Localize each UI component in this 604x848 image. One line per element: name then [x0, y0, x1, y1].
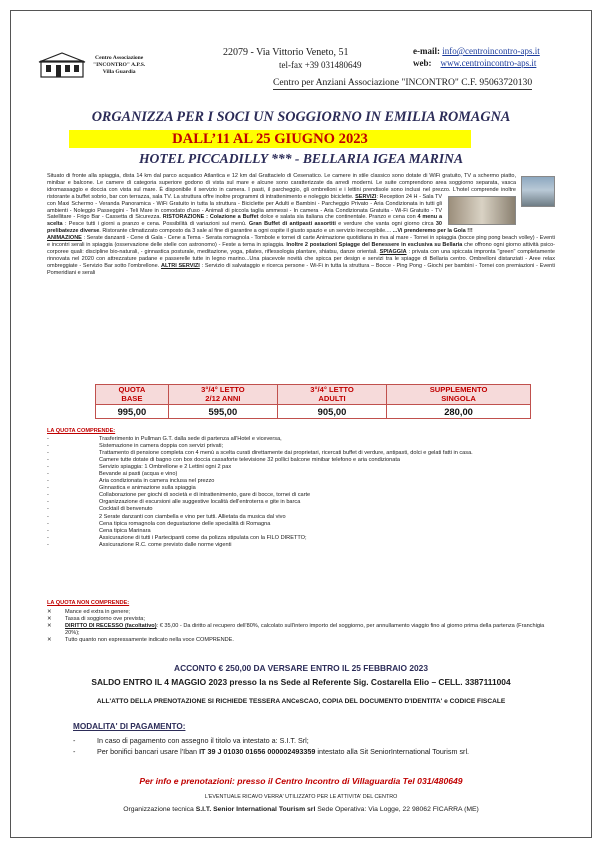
ristorazione-text-c: e verdure che vanta ogni giorno circa [335, 221, 436, 228]
list-item [47, 478, 557, 485]
header-line: SINGOLA [441, 393, 476, 403]
ristorazione-bold: Colazione a Buffet [209, 214, 259, 221]
prelibatezze-bold: 30 prelibatezze diverse [47, 221, 442, 235]
web-link[interactable]: www.centroincontro-aps.it [440, 58, 537, 68]
item-text: Cena tipica romagnola con degustazione delle specialità di Romagna [99, 520, 271, 527]
bullet: - [47, 443, 49, 450]
bullet: - [47, 450, 49, 457]
bullet: - [47, 478, 49, 485]
cross-icon: ✕ [47, 637, 52, 644]
bullet: - [47, 534, 49, 541]
contacts-block [413, 45, 540, 69]
item-text: Servizio spiaggia: 1 Ombrellone e 2 Lettini ogni 2 pax [99, 464, 232, 471]
list-item [47, 457, 557, 464]
header-line: SUPPLEMENTO [429, 385, 488, 395]
cross-icon: ✕ [47, 623, 52, 630]
list-item [47, 492, 557, 499]
web-label: web: [413, 58, 432, 68]
list-item [47, 436, 557, 443]
assoc-line-2: "INCONTRO" A.P.S. [93, 62, 146, 68]
footer-org-address: Sede Operativa: Via Logge, 22 98062 FICARRA (ME) [315, 806, 479, 813]
header-letto-adulti [277, 385, 386, 405]
item-text: Trattamento di pensione completa con 4 menù a scelta curati direttamente dai proprietari, ricercati buffet di verdure, antipasti, dolci e gelati fatti in casa. [99, 450, 473, 457]
bullet: - [47, 436, 49, 442]
item-text: 2 Serate danzanti con ciambella e vino per tutti. Allietata da musica dal vivo [99, 513, 286, 520]
spiaggia-label: SPIAGGIA [379, 248, 407, 255]
header-line: 3°/4° LETTO [201, 385, 245, 395]
non-comprende-title: LA QUOTA NON COMPRENDE: [47, 600, 130, 606]
altri-servizi-label: ALTRI SERVIZI [160, 262, 200, 269]
item-text: Camere tutte dotate di bagno con box doccia cassaforte televisione 32 pollici balcone minibar telefono e aria condizionata [99, 457, 401, 464]
cross-icon: ✕ [47, 609, 52, 615]
item-text: Sistemazione in camera doppia con servizi privati; [99, 443, 224, 450]
item-text: Assicurazione di tutti i Partecipanti come da polizza stipulata con la FILO DIRETTO; [99, 534, 307, 541]
footer-ricavo: L'EVENTUALE RICAVO VERRA' UTILIZZATO PER LE ATTIVITA' DEL CENTRO [204, 794, 398, 800]
comprende-list [47, 436, 557, 549]
hotel-title: HOTEL PICCADILLY *** - BELLARIA IGEA MARINA [138, 151, 464, 166]
bullet: - [47, 499, 49, 506]
item-text: Tassa di soggiorno ove prevista; [65, 616, 145, 623]
ristorazione-text-b: : Pesce tutti i giorni a pranzo e cena. Possibilità di variazioni sul menù. [62, 221, 249, 228]
pagamento-assegno: In caso di pagamento con assegno il titolo va intestato a: S.I.T. Srl; [97, 736, 309, 745]
list-item [47, 506, 557, 513]
cross-icon: ✕ [47, 616, 52, 623]
footer-org-name: S.I.T. Senior International Tourism srl [195, 806, 316, 813]
saldo-line: SALDO ENTRO IL 4 MAGGIO 2023 presso la ns Sede al Referente Sig. Costarella Elio – CELL. 3387111004 [91, 677, 511, 687]
list-item [47, 609, 557, 616]
footer-org-label: Organizzazione tecnica [123, 806, 196, 813]
list-item: - In caso di pagamento con assegno il titolo va intestato a: S.I.T. Srl; [73, 736, 309, 745]
price-quota-base: 995,00 [96, 405, 169, 419]
list-item [47, 637, 557, 644]
item-text: Cocktail di benvenuto [99, 506, 153, 513]
list-item [47, 471, 557, 478]
email-label: e-mail: [413, 46, 440, 56]
header-line: BASE [121, 393, 143, 403]
hotel-description [47, 173, 555, 277]
bullet: - [47, 485, 49, 492]
street-address: 22079 - Via Vittorio Veneto, 51 [223, 47, 349, 58]
item-text: Organizzazione di escursioni alle suggestive località dell'entroterra e gite in barca [99, 499, 301, 506]
list-item [47, 443, 557, 450]
bullet: - [47, 520, 49, 527]
menu-bold: 4 menu a scelta [47, 214, 443, 228]
servizi-label: SERVIZI [355, 193, 377, 200]
item-text: Collaborazione per giochi di società e di intrattenimento, gare di bocce, tornei di carte [99, 492, 311, 499]
main-title: ORGANIZZA PER I SOCI UN SOGGIORNO IN EMILIA ROMAGNA [91, 109, 511, 125]
acconto-line: ACCONTO € 250,00 DA VERSARE ENTRO IL 25 FEBBRAIO 2023 [174, 663, 428, 673]
item-text: Tutto quanto non espressamente indicato nella voce COMPRENDE. [65, 637, 234, 644]
servizi-text: : Reception 24 H - Sala TV con Maxi Schermo - Veranda Panoramica - WiFi Gratuito in tutta la struttura - Biciclette per Adulti e Bambini - Parcheggio Privato - Aria Condizionata in tutti gli ambienti - Noleggio Passeggini - Teli Mare in comodato d'uso - Animali di piccola taglia ammessi - In camera - Aria Condizionata Gratuita - Wi-Fi Gratuito - TV Satellitare - Frigo Bar - Cassetta di Sicurezza. [47, 193, 443, 221]
comprende-title: LA QUOTA COMPRENDE: [47, 428, 116, 434]
item-text: Aria condizionata in camera inclusa nel prezzo [99, 478, 215, 485]
price-value-row [96, 405, 531, 419]
spiaggia-text: : privata con una spiccata impronta "green" completamente rinnovata nel 2020 con attrezzature padane e passerelle tutte in legno marino...Una piacevole novità che spicca per design e servizi tra le spiagge di Bellaria centro. Ombrelloni distanziati - Aree relax ombreggiate - Servizio Bar sotto l'ombrellone. [47, 248, 555, 269]
item-text: Trasferimento in Pullman G.T. dalla sede di partenza all'Hotel e viceversa, [99, 436, 282, 442]
email-link[interactable]: info@centroincontro-aps.it [442, 46, 540, 56]
bullet: - [47, 541, 49, 548]
association-building-logo [37, 51, 87, 79]
hotel-photo-1 [521, 176, 555, 207]
price-header-row [96, 385, 531, 405]
bullet: - [47, 471, 49, 478]
list-item [47, 535, 557, 542]
bullet: - [47, 527, 49, 534]
list-item [47, 528, 557, 535]
bullet: - [47, 506, 49, 513]
animazione-text: : Serate danzanti - Cene di Gala - Cene a Tema - Serata romagnola - Tombole e tornei di carte Animazione quotidiana in riva al mare - Tornei in spiaggia (bocce ping pong beach volley) - Eventi e incontri serali in spiaggia (osservazione delle stelle con astronomo) - Feste a tema in spiaggia. [47, 235, 555, 249]
pagamento-title: MODALITA' DI PAGAMENTO: [73, 722, 186, 731]
header-line: 2/12 ANNI [205, 393, 241, 403]
header-supplemento [387, 385, 531, 405]
header-letto-bambini [168, 385, 277, 405]
list-item [47, 616, 557, 623]
benessere-bold: Inoltre 2 postazioni Spiagge del Benessere in esclusiva su Bellaria [286, 242, 463, 249]
center-fiscal-line: Centro per Anziani Associazione "INCONTRO" C.F. 95063720130 [273, 77, 533, 88]
bullet: - [47, 464, 49, 471]
assoc-line-1: Centro Associazione [95, 55, 144, 61]
list-item [47, 623, 557, 637]
header-quota-base [96, 385, 169, 405]
recesso-text: : € 35,00 - Da diritto al recupero dell'80%, calcolato sull'intero importo del soggiorno, per annullamento viaggio fino al giorno prima della partenza (Franchigia 20%); [65, 623, 545, 637]
list-item [47, 450, 557, 457]
price-supplemento-singola: 280,00 [387, 405, 531, 419]
price-table [95, 384, 531, 419]
ristorazione-text-a: dolce e salata sia italiana che continentale. Pranzo e cena con [258, 214, 418, 221]
item-text: Assicurazione R.C. come previsto dalle norme vigenti [99, 541, 232, 548]
bullet: - [47, 513, 49, 520]
pagamento-bonifico-b: intestato alla Sit SeniorInternational Tourism srl. [315, 747, 470, 757]
list-item [47, 542, 557, 549]
info-prenotazioni: Per info e prenotazioni: presso il Centro Incontro di Villaguardia Tel 031/480649 [139, 776, 463, 786]
association-name [93, 55, 145, 76]
address-block [223, 47, 362, 71]
list-item [47, 514, 557, 521]
bullet: - [47, 492, 49, 499]
document-page [10, 10, 592, 838]
animazione-text-b: che offrono ogni giorno attività psico-corporee quali: discipline bio-naturali, - ginnastica posturale, meditazione, yoga, pilates, riflessologia plantare, shiatsu, danze orientali. [47, 242, 555, 255]
pagamento-bonifico-a: Per bonifici bancari usare l'Iban [97, 747, 200, 757]
item-text: Ginnastica e animazione sulla spiaggia [99, 485, 196, 492]
header-line: QUOTA [118, 385, 146, 395]
price-letto-adulti: 905,00 [277, 405, 386, 419]
pagamento-list [73, 735, 469, 757]
price-letto-bambini: 595,00 [168, 405, 277, 419]
hotel-photo-2 [448, 196, 516, 225]
item-text: Cena tipica Marinara [99, 527, 151, 534]
item-text: Bevande ai pasti (acqua e vino) [99, 471, 178, 478]
ristorazione-label: RISTORAZIONE : [162, 214, 208, 221]
list-item [47, 521, 557, 528]
item-text: Mance ed extra in genere; [65, 609, 130, 615]
gran-buffet-bold: Gran Buffet di antipasti assortiti [248, 221, 336, 228]
list-item [47, 485, 557, 492]
list-item [47, 499, 557, 506]
tessera-line: ALL'ATTO DELLA PRENOTAZIONE SI RICHIEDE TESSERA ANCeSCAO, COPIA DEL DOCUMENTO D'IDENTITA' e CODICE FISCALE [96, 698, 506, 705]
list-item: - Per bonifici bancari usare l'Iban IT 39 J 01030 01656 000002493359 intestato alla Sit SeniorInternational Tourism srl. [73, 747, 470, 757]
footer-organizzazione [11, 806, 591, 813]
description-intro: Situato di fronte alla spiaggia, dista 14 km dal parco acquatico Atlantica e 12 km dal Grattacielo di Cesenatico. Le camere in stile classico sono dotate di WiFi gratuito, TV a schermo piatto, minibar e balcone. Le camere di categoria superiore godono di vista sul mare e alcune sono caratterizzate da arredi moderni. Le suite comprendono area soggiorno separata, vasca idromassaggio e doccia con vista sul mare. È disponibile il servizio in camera. I pasti, il parcheggio, gli ombrelloni e i lettini prendisole sono inclusi nel prezzo. L'hotel comprende inoltre ristorante a buffet sobrio, bar con terrazza, sala TV. La struttura offre inoltre programmi di intrattenimento e noleggio biciclette. [47, 173, 516, 200]
animazione-label: ANIMAZIONE [47, 235, 82, 242]
list-item [47, 464, 557, 471]
header-line: 3°/4° LETTO [310, 385, 354, 395]
bullet: - [47, 457, 49, 464]
iban: IT 39 J 01030 01656 000002493359 [199, 747, 316, 757]
recesso-label: DIRITTO DI RECESSO (facoltativo) [65, 623, 157, 630]
gala-bold: ...Vi prenderemo per la Gola !!! [392, 228, 473, 235]
header-line: ADULTI [318, 393, 346, 403]
letterhead [11, 11, 591, 93]
tel-fax: tel-fax +39 031480649 [279, 60, 362, 70]
altri-servizi-text: : Servizio di salvataggio e ricerca persone - Wi-Fi in tutta la struttura – Bocce - Ping Pong - Giochi per bambini - Tornei con premiazioni - Eventi Pomeridiani e serali [47, 262, 555, 276]
ristorazione-text-d: . Ristorante climatizzato composto da 3 sale al fine di garantire a ogni ospite il giusto spazio e un servizio ineccepibile.... [99, 228, 393, 235]
non-comprende-list [47, 609, 557, 644]
assoc-line-3: Villa Guardia [102, 69, 136, 75]
dates-banner: DALL’11 AL 25 GIUGNO 2023 [69, 130, 471, 148]
